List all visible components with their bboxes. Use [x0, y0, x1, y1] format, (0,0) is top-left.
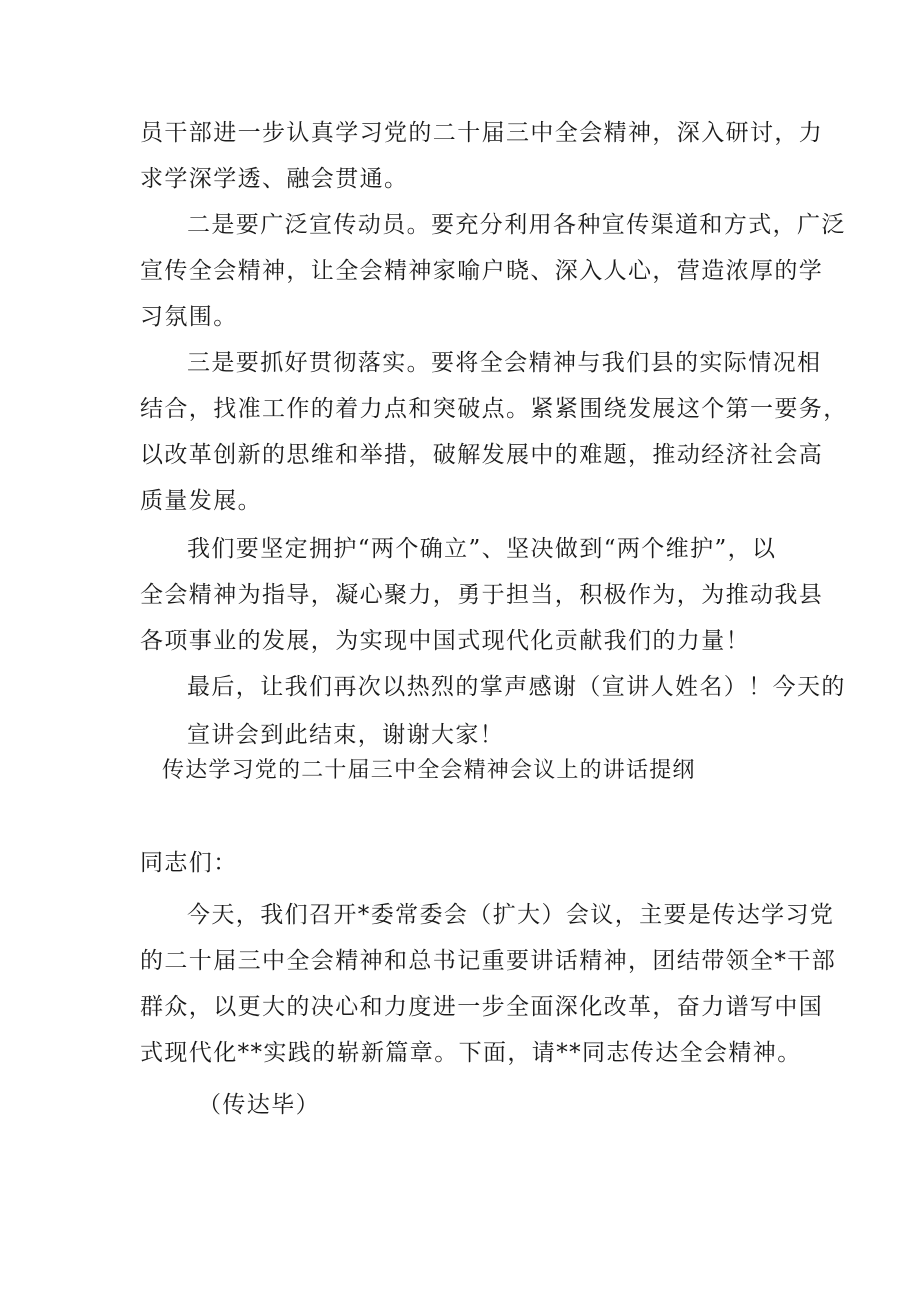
paragraph-line: 我们要坚定拥护“两个确立”、坚决做到“两个维护”，以: [187, 536, 777, 562]
paragraph-line: 群众，以更大的决心和力度进一步全面深化改革，奋力谱写中国: [140, 994, 824, 1020]
paragraph-line: 今天，我们召开*委常委会（扩大）会议，主要是传达学习党: [187, 902, 835, 928]
paragraph-line: 以改革创新的思维和举措，破解发展中的难题，推动经济社会高: [140, 442, 824, 468]
paragraph-line: 三是要抓好贯彻落实。要将全会精神与我们县的实际情况相: [187, 350, 822, 376]
paragraph-line: 求学深学透、融会贯通。: [140, 166, 409, 192]
paragraph-line: 宣传全会精神，让全会精神家喻户晓、深入人心，营造浓厚的学: [140, 258, 824, 284]
paragraph-line: 最后，让我们再次以热烈的掌声感谢（宣讲人姓名）！今天的: [187, 674, 846, 700]
paragraph-line: 式现代化**实践的崭新篇章。下面，请**同志传达全会精神。: [140, 1040, 802, 1066]
paragraph-line: （传达毕）: [198, 1092, 320, 1118]
paragraph-line: 质量发展。: [140, 488, 262, 514]
paragraph-line: 二是要广泛宣传动员。要充分利用各种宣传渠道和方式，广泛: [187, 212, 846, 238]
paragraph-line: 的二十届三中全会精神和总书记重要讲话精神，团结带领全*干部: [140, 948, 837, 974]
paragraph-line: 员干部进一步认真学习党的二十届三中全会精神，深入研讨，力: [140, 120, 824, 146]
paragraph-line: 全会精神为指导，凝心聚力，勇于担当，积极作为，为推动我县: [140, 582, 824, 608]
paragraph-line: 结合，找准工作的着力点和突破点。紧紧围绕发展这个第一要务，: [140, 396, 848, 422]
section-title: 传达学习党的二十届三中全会精神会议上的讲话提纲: [162, 758, 696, 783]
paragraph-line: 习氛围。: [140, 304, 238, 330]
paragraph-line: 各项事业的发展，为实现中国式现代化贡献我们的力量！: [140, 628, 750, 654]
paragraph-line: 宣讲会到此结束，谢谢大家！: [187, 722, 505, 748]
salutation: 同志们：: [140, 850, 238, 876]
